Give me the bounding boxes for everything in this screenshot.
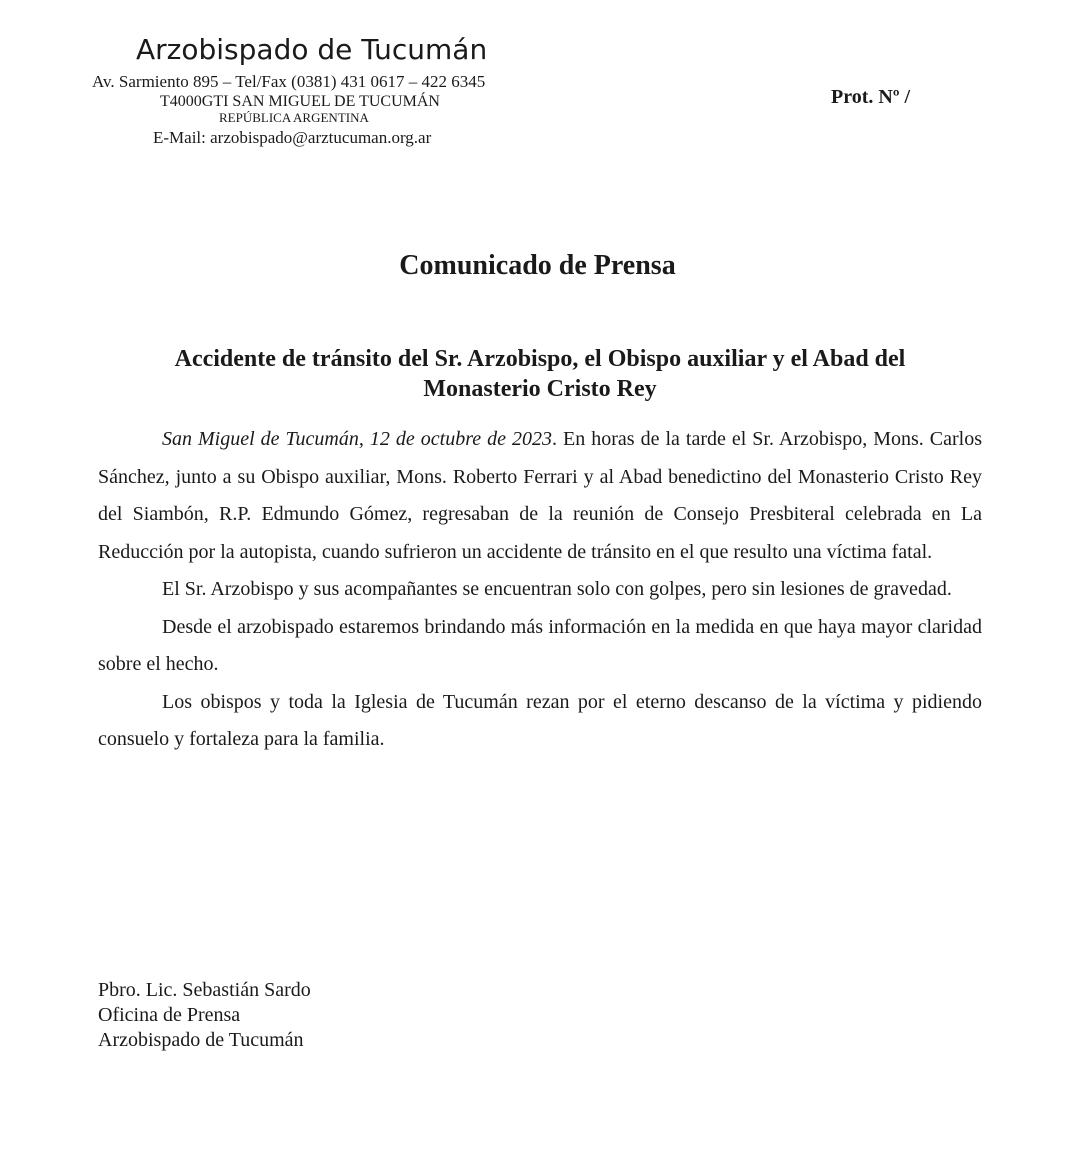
letterhead-city: T4000GTI SAN MIGUEL DE TUCUMÁN [160, 93, 440, 110]
paragraph-1-text: . En horas de la tarde el Sr. Arzobispo, Mons. Carlos Sánchez, junto a su Obispo auxiliar, Mons. Roberto Ferrari y al Abad benedictino del Monasterio Cristo Rey del Siambón, R.P. Edmundo Gómez, regresaban de la reunión de Consejo Presbiteral celebrada en La Reducción por la autopista, cuando sufrieron un accidente de tránsito en el que resulto una víctima fatal. [98, 428, 982, 563]
paragraph-4: Los obispos y toda la Iglesia de Tucumán rezan por el eterno descanso de la víctima y pidiendo consuelo y fortaleza para la familia. [98, 690, 982, 750]
headline-line-1: Accidente de tránsito del Sr. Arzobispo, el Obispo auxiliar y el Abad del [174, 346, 906, 372]
letterhead-country: REPÚBLICA ARGENTINA [219, 110, 369, 125]
signatory-office: Oficina de Prensa [98, 1004, 241, 1026]
paragraph-3: Desde el arzobispado estaremos brindando más información en la medida en que haya mayor claridad sobre el hecho. [98, 615, 982, 675]
signature-block [98, 978, 311, 1053]
letterhead-email: E-Mail: arzobispado@arztucuman.org.ar [153, 128, 432, 147]
paragraph-2: El Sr. Arzobispo y sus acompañantes se encuentran solo con golpes, pero sin lesiones de gravedad. [162, 578, 952, 600]
letterhead-title: Arzobispado de Tucumán [136, 33, 488, 66]
letterhead-address: Av. Sarmiento 895 – Tel/Fax (0381) 431 0617 – 422 6345 [92, 72, 486, 91]
press-release-body [98, 421, 982, 759]
headline [100, 344, 980, 404]
protocol-number: Prot. Nº / [831, 86, 910, 108]
signatory-name: Pbro. Lic. Sebastián Sardo [98, 979, 311, 1001]
document-type-heading: Comunicado de Prensa [399, 250, 676, 281]
headline-line-2: Monasterio Cristo Rey [423, 376, 657, 402]
paragraph-1 [98, 421, 982, 571]
dateline: San Miguel de Tucumán, 12 de octubre de 2023 [162, 428, 553, 450]
signatory-organization: Arzobispado de Tucumán [98, 1029, 304, 1051]
